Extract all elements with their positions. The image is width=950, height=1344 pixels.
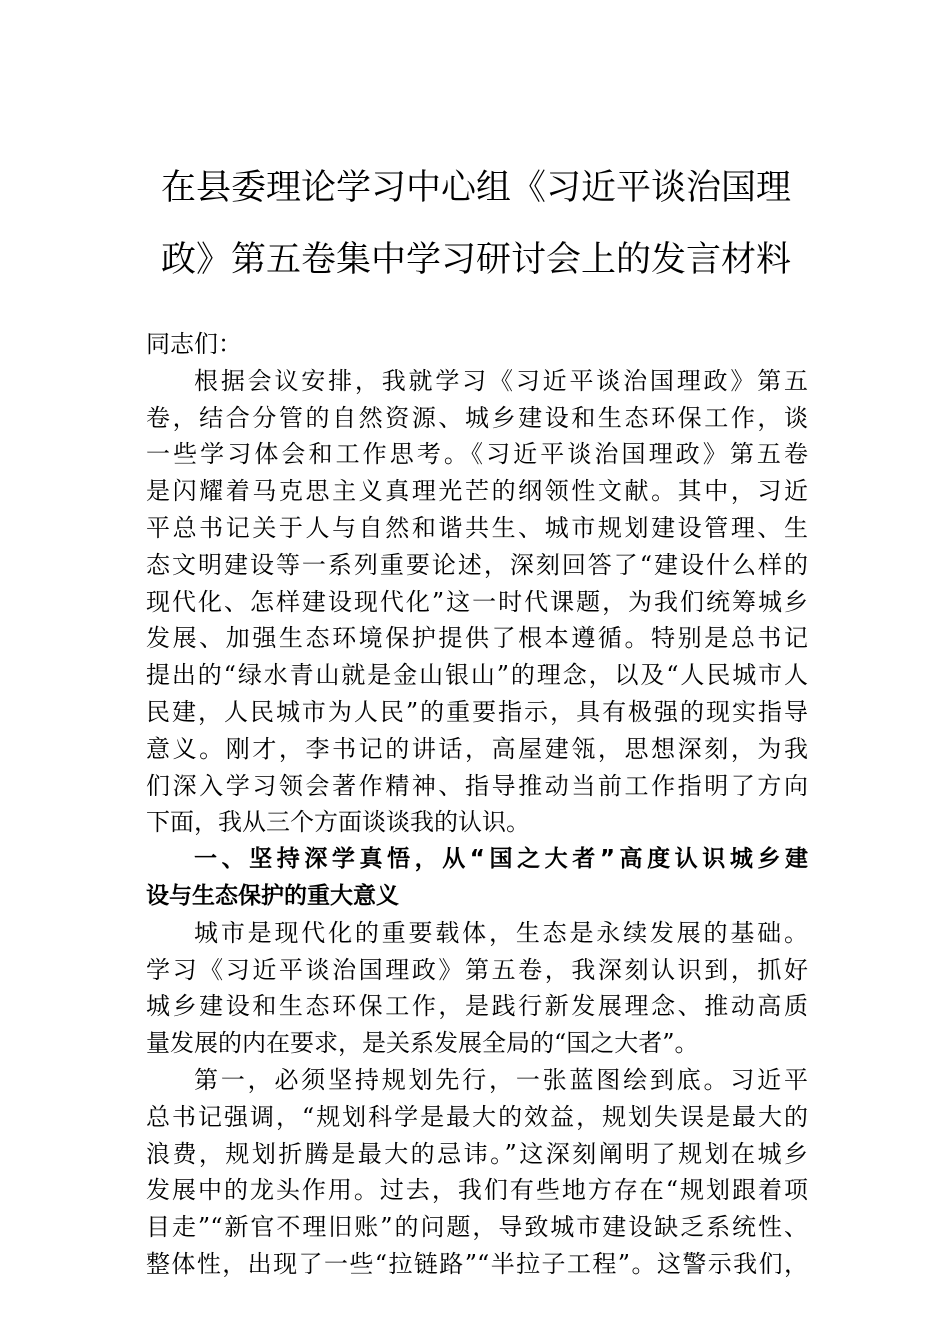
document-body [146, 326, 808, 1283]
paragraph-line: 城市是现代化的重要载体，生态是永续发展的基础。 [194, 918, 808, 947]
salutation: 同志们： [146, 330, 242, 358]
paragraph-line: 城乡建设和生态环保工作，是践行新发展理念、推动高质 [146, 992, 808, 1021]
section-heading-line: 设与生态保护的重大意义 [146, 882, 399, 909]
section-heading-line: 一、坚持深学真悟，从“国之大者”高度认识城乡建 [194, 846, 808, 873]
title-line: 在县委理论学习中心组《习近平谈治国理 [160, 168, 791, 208]
paragraph-line: 卷，结合分管的自然资源、城乡建设和生态环保工作，谈 [146, 403, 808, 432]
paragraph-line: 总书记强调，“规划科学是最大的效益，规划失误是最大的 [146, 1102, 808, 1131]
paragraph-line: 整体性，出现了一些“拉链路”“半拉子工程”。这警示我们， [146, 1249, 808, 1278]
paragraph-line: 们深入学习领会著作精神、指导推动当前工作指明了方向 [146, 771, 808, 800]
paragraph-line: 第一，必须坚持规划先行，一张蓝图绘到底。习近平 [194, 1065, 808, 1094]
paragraph-line: 民建，人民城市为人民”的重要指示，具有极强的现实指导 [146, 697, 808, 726]
paragraph-line: 根据会议安排，我就学习《习近平谈治国理政》第五 [194, 366, 808, 395]
document-title [146, 162, 806, 286]
paragraph-line: 学习《习近平谈治国理政》第五卷，我深刻认识到，抓好 [146, 955, 808, 984]
paragraph-line: 态文明建设等一系列重要论述，深刻回答了“建设什么样的 [146, 550, 808, 579]
paragraph-line: 目走”“新官不理旧账”的问题，导致城市建设缺乏系统性、 [146, 1213, 808, 1242]
paragraph-line: 意义。刚才，李书记的讲话，高屋建瓴，思想深刻，为我 [146, 734, 808, 763]
paragraph-line: 发展中的龙头作用。过去，我们有些地方存在“规划跟着项 [146, 1176, 808, 1205]
paragraph-line: 浪费，规划折腾是最大的忌讳。”这深刻阐明了规划在城乡 [146, 1139, 808, 1168]
title-line: 政》第五卷集中学习研讨会上的发言材料 [160, 240, 791, 280]
paragraph-line: 是闪耀着马克思主义真理光芒的纲领性文献。其中，习近 [146, 477, 808, 506]
paragraph-line: 提出的“绿水青山就是金山银山”的理念，以及“人民城市人 [146, 661, 808, 690]
paragraph-line: 发展、加强生态环境保护提供了根本遵循。特别是总书记 [146, 624, 808, 653]
paragraph-line: 量发展的内在要求，是关系发展全局的“国之大者”。 [146, 1029, 699, 1058]
paragraph-line: 下面，我从三个方面谈谈我的认识。 [146, 808, 530, 837]
paragraph-line: 一些学习体会和工作思考。《习近平谈治国理政》第五卷 [146, 440, 808, 469]
paragraph-line: 现代化、怎样建设现代化”这一时代课题，为我们统筹城乡 [146, 587, 808, 616]
paragraph-line: 平总书记关于人与自然和谐共生、城市规划建设管理、生 [146, 513, 808, 542]
